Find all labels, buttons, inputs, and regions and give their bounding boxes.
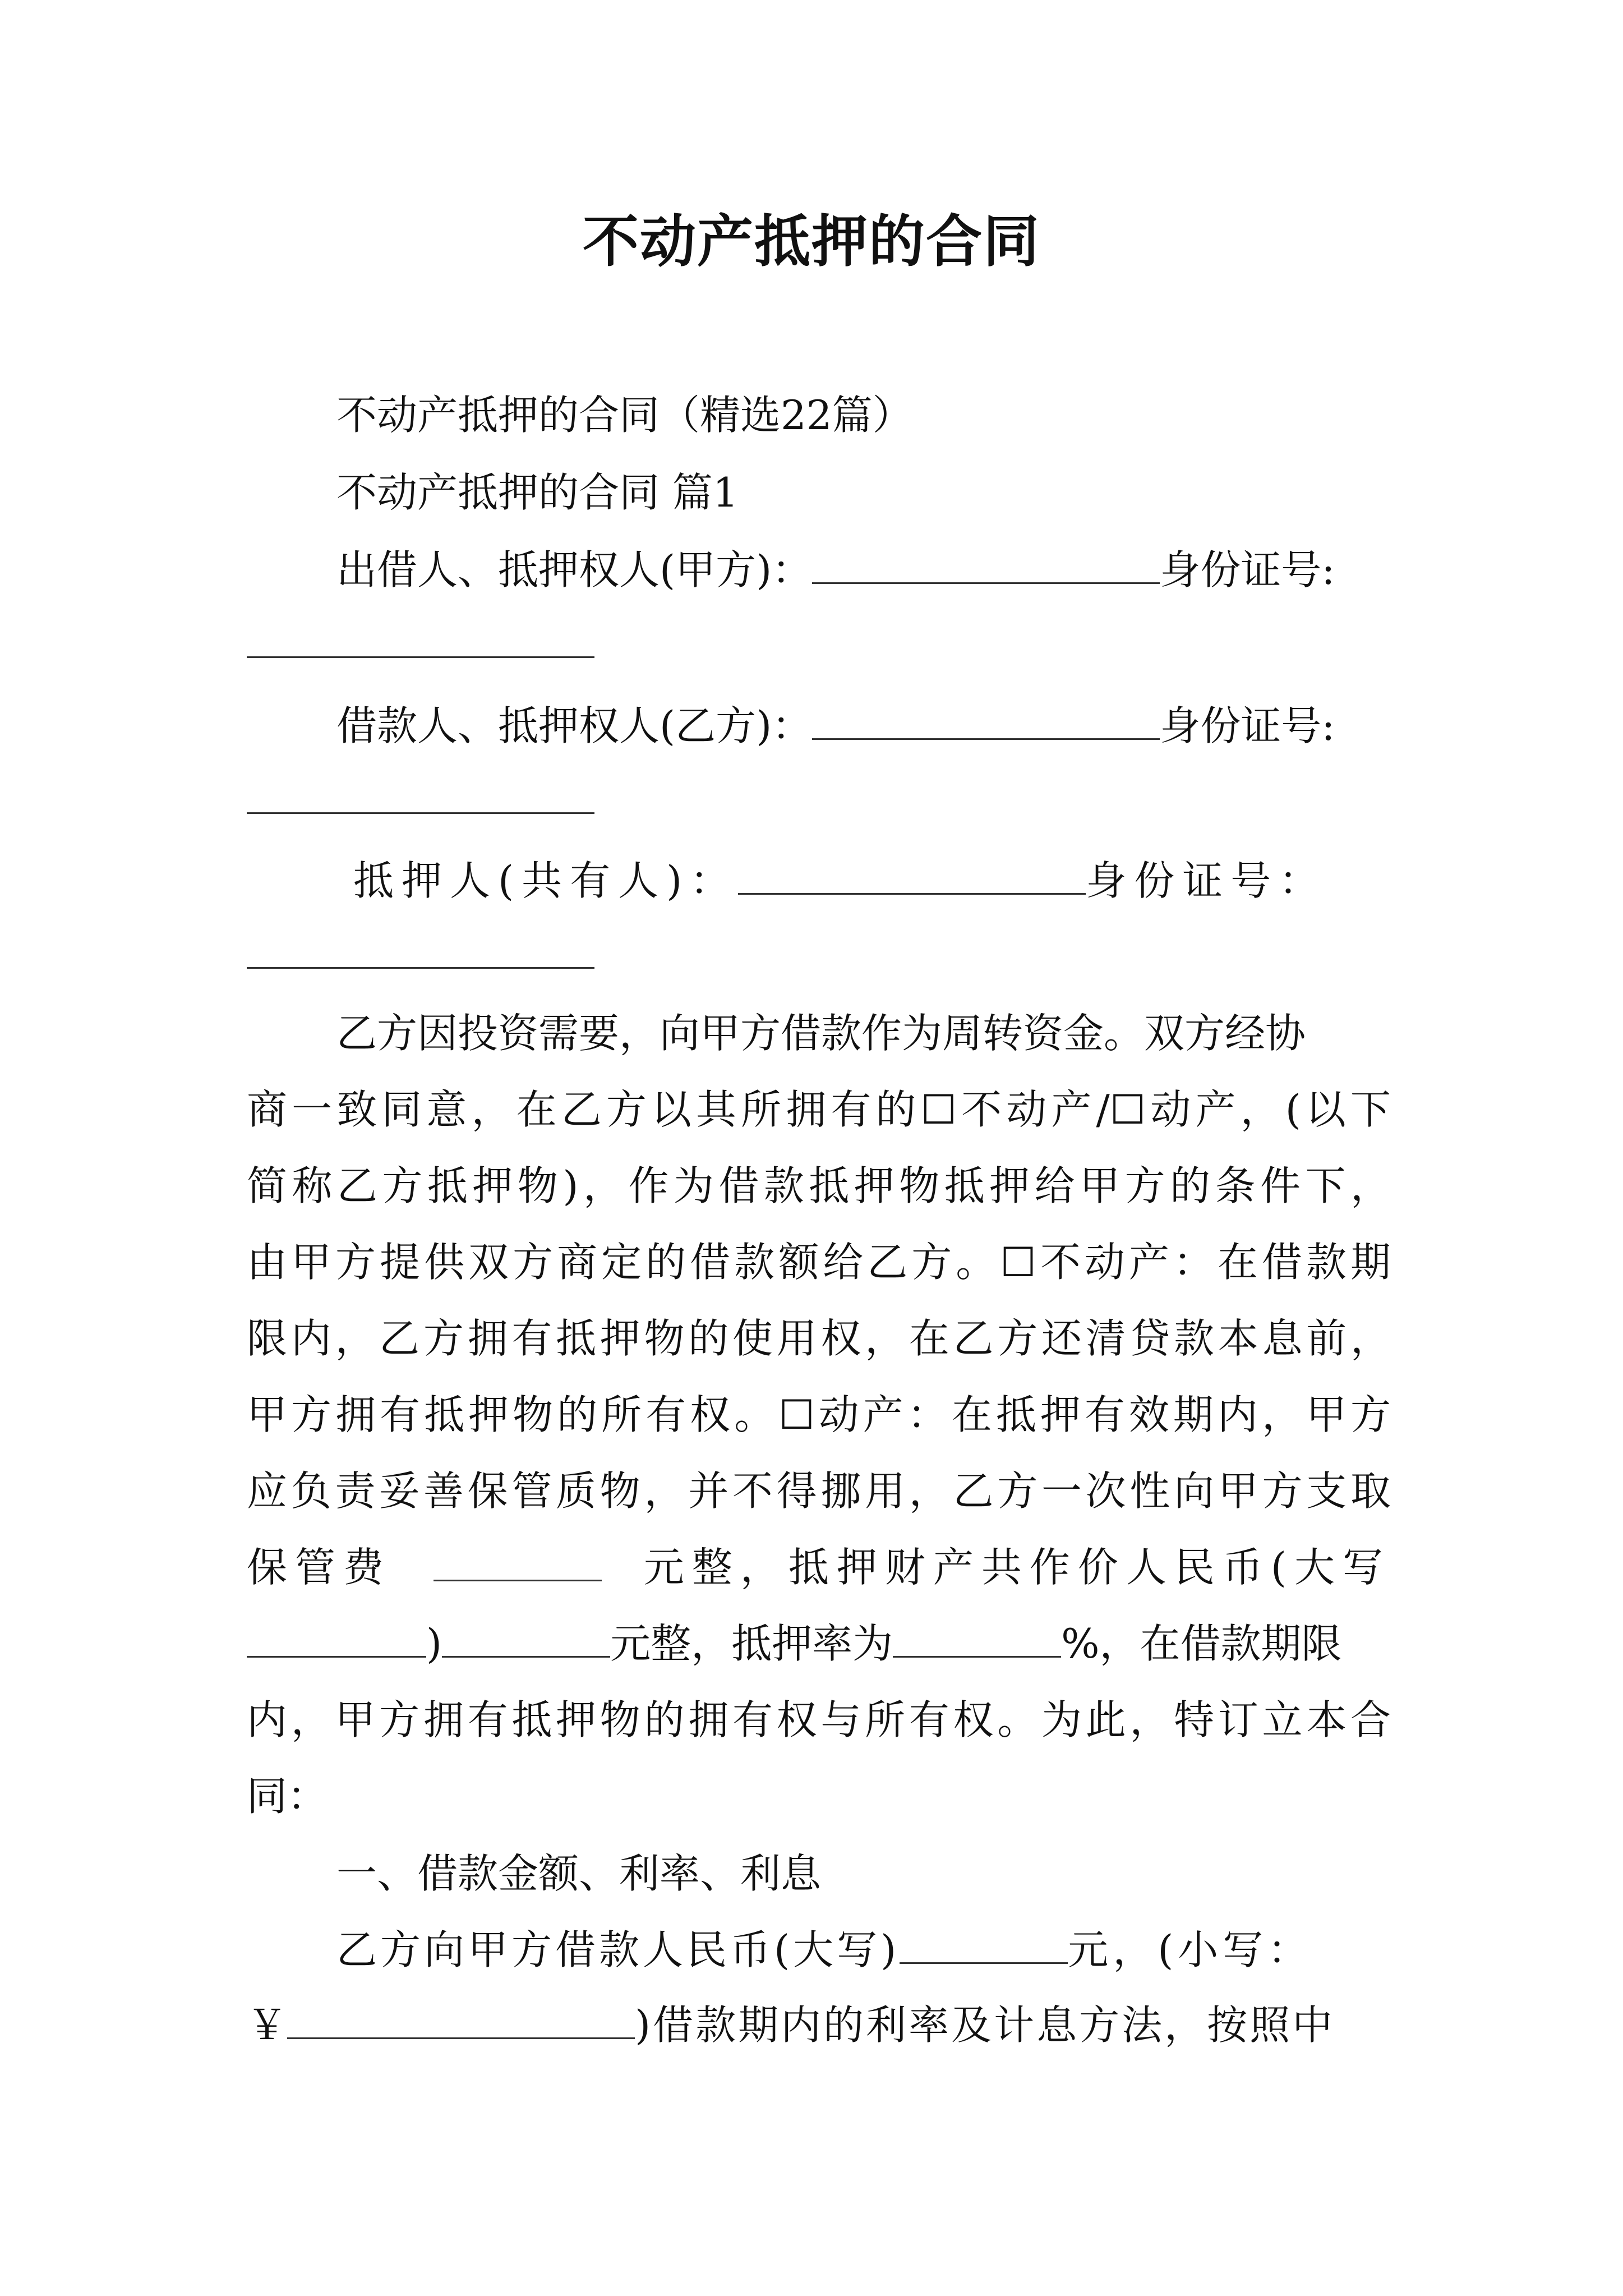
party-a-line (336, 542, 1481, 598)
paragraph-line: 由甲方提供双方商定的借款额给乙方。☐不动产：在借款期 (247, 1239, 1391, 1286)
rate-text: 元整，抵押率为 (610, 1620, 893, 1667)
yen-line (247, 1997, 1391, 2053)
co-owner-name-blank (738, 854, 1086, 895)
fee-line (247, 1539, 1391, 1595)
fee-text: 元整，抵押财产共作价人民币(大写 (643, 1544, 1391, 1591)
yen-symbol: ￥ (247, 2001, 288, 2049)
paragraph-line: 简称乙方抵押物)，作为借款抵押物抵押给甲方的条件下， (247, 1162, 1391, 1209)
paragraph-line: 内，甲方拥有抵押物的拥有权与所有权。为此，特订立本合 (247, 1696, 1391, 1743)
paragraph-line: 同： (247, 1773, 328, 1820)
loan-lowercase-blank (287, 1998, 635, 2039)
loan-uppercase-blank (900, 1923, 1068, 1964)
value-amount-blank (442, 1617, 610, 1658)
co-owner-line (353, 853, 1497, 909)
loan-line (336, 1922, 1391, 1978)
mortgage-rate-blank (893, 1617, 1061, 1658)
paragraph-line: 限内，乙方拥有抵押物的使用权，在乙方还清贷款本息前， (247, 1315, 1391, 1362)
value-uppercase-blank (247, 1617, 426, 1658)
yen-text: )借款期内的利率及计息方法，按照中 (635, 2001, 1335, 2049)
party-a-id-label: 身份证号: (1160, 546, 1335, 593)
loan-text-end: 元，(小写： (1068, 1926, 1313, 1973)
paragraph-line: 商一致同意，在乙方以其所拥有的☐不动产/☐动产，(以下 (247, 1086, 1391, 1133)
rate-line (247, 1616, 1391, 1672)
co-owner-id-label: 身份证号： (1086, 857, 1327, 904)
party-b-line (336, 698, 1481, 754)
document-subtitle: 不动产抵押的合同（精选22篇） (336, 392, 913, 439)
fee-amount-blank (434, 1540, 602, 1581)
rate-close-paren: ) (426, 1620, 442, 1667)
party-b-label: 借款人、抵押权人(乙方)： (336, 702, 813, 749)
clause-heading: 一、借款金额、利率、利息 (336, 1850, 822, 1897)
party-b-name-blank (812, 699, 1160, 740)
paragraph-line: 乙方因投资需要，向甲方借款作为周转资金。双方经协 (336, 1010, 1306, 1057)
party-a-name-blank (812, 543, 1160, 584)
document-title: 不动产抵押的合同 (583, 208, 1040, 274)
party-b-id-label: 身份证号: (1160, 702, 1335, 749)
rate-text-end: %，在借款期限 (1061, 1620, 1342, 1667)
loan-text: 乙方向甲方借款人民币(大写) (336, 1926, 900, 1973)
party-a-label: 出借人、抵押权人(甲方)： (336, 546, 813, 593)
fee-label: 保管费 (247, 1544, 392, 1591)
paragraph-line: 应负责妥善保管质物，并不得挪用，乙方一次性向甲方支取 (247, 1467, 1391, 1515)
party-b-id-blank (247, 810, 594, 814)
paragraph-line: 甲方拥有抵押物的所有权。☐动产：在抵押有效期内，甲方 (247, 1391, 1391, 1438)
co-owner-id-blank (247, 965, 594, 969)
section-heading: 不动产抵押的合同 篇1 (336, 469, 739, 516)
party-a-id-blank (247, 654, 594, 658)
co-owner-label: 抵押人(共有人)： (353, 857, 739, 904)
